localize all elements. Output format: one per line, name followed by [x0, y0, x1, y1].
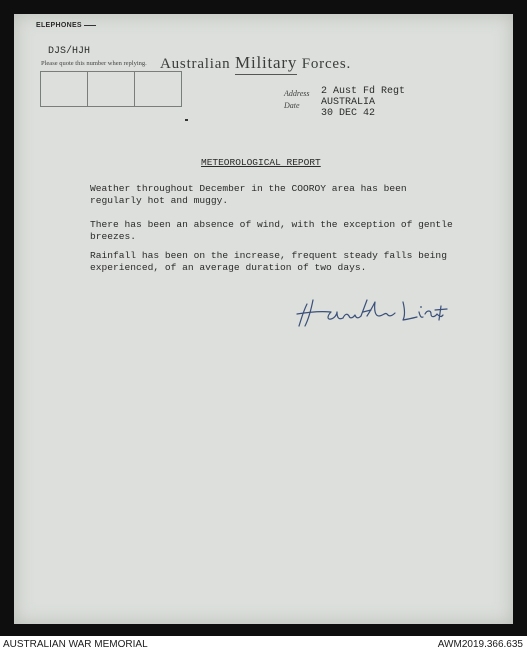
letterhead-word: Forces. — [301, 56, 352, 72]
report-paragraph: Weather throughout December in the COOROY area has been regularly hot and muggy. — [90, 183, 407, 206]
quote-note: Please quote this number when replying. — [41, 60, 147, 67]
address-line-1: 2 Aust Fd Regt — [321, 86, 406, 97]
ink-mark — [185, 119, 188, 121]
date-value: 30 DEC 42 — [321, 108, 376, 119]
report-paragraph: There has been an absence of wind, with the exception of gentle breezes. — [90, 219, 453, 242]
reference-box — [40, 71, 182, 107]
telephones-text: ELEPHONES — [36, 22, 82, 29]
reference-box-divider — [87, 72, 88, 106]
address-label: Address — [284, 89, 310, 98]
letterhead-word-military: Military — [235, 53, 297, 75]
date-label: Date — [284, 101, 300, 110]
address-line-2: AUSTRALIA — [321, 97, 376, 108]
report-paragraph: Rainfall has been on the increase, frequent steady falls being experienced, of an average duration of two days. — [90, 250, 447, 273]
telephones-dash — [84, 25, 96, 26]
report-title: METEOROLOGICAL REPORT — [201, 157, 321, 168]
telephones-label — [36, 22, 96, 29]
footer-accession-number: AWM2019.366.635 — [437, 639, 523, 650]
letterhead-word: Australian — [160, 56, 231, 72]
reference-box-divider — [134, 72, 135, 106]
reference-number: DJS/HJH — [48, 46, 91, 57]
footer-institution: AUSTRALIAN WAR MEMORIAL — [3, 639, 148, 650]
letterhead-title — [160, 53, 351, 73]
handwritten-signature — [293, 292, 453, 332]
